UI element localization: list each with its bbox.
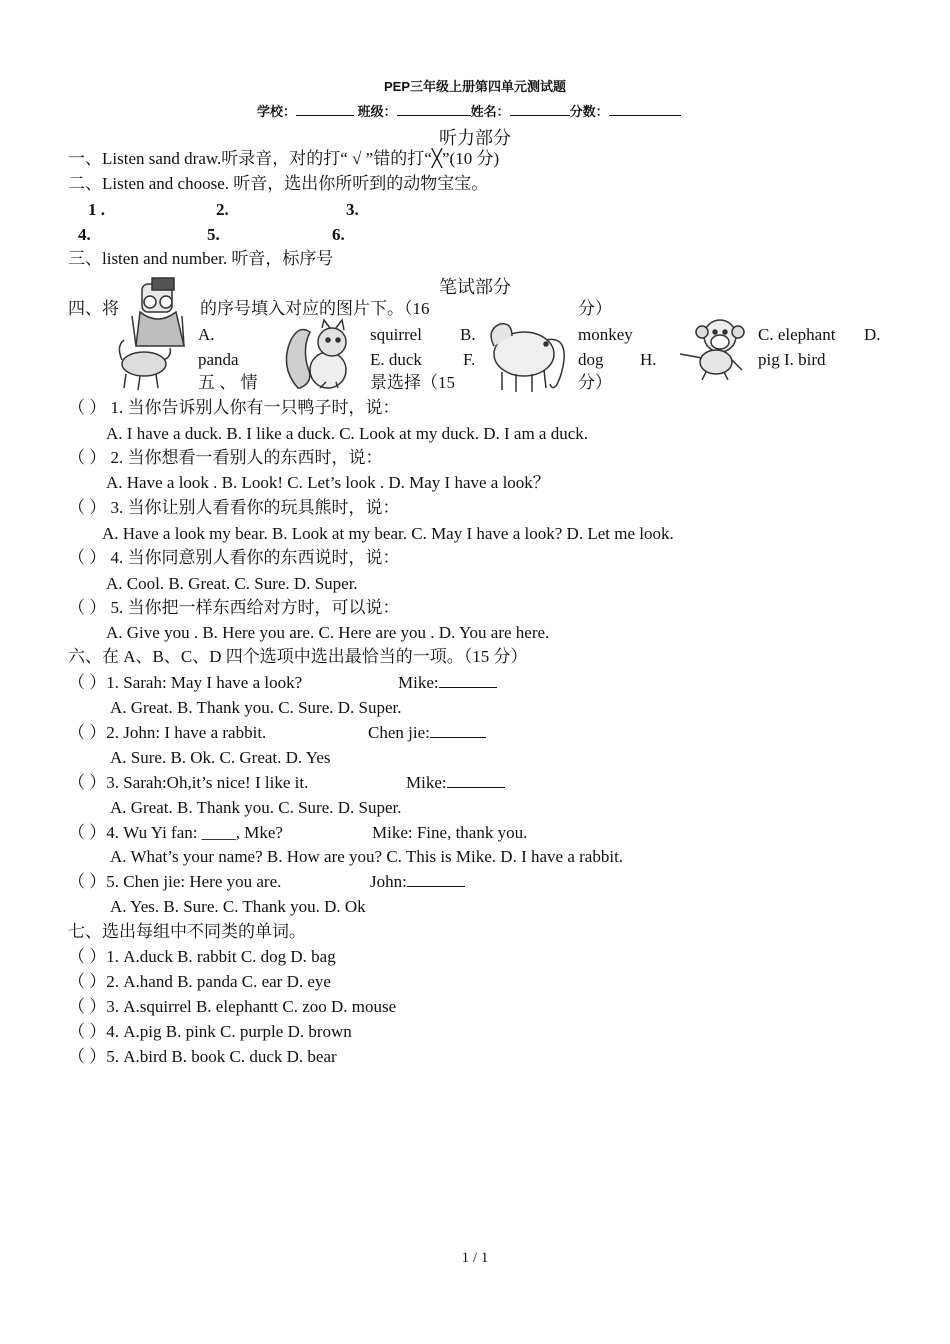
squirrel-picture <box>280 318 360 392</box>
q6-item-options: A. What’s your name? B. How are you? C. This is Mike. D. I have a rabbit. <box>110 847 624 866</box>
monkey-picture <box>676 314 748 380</box>
q6-item-options: A. Great. B. Thank you. C. Sure. D. Super. <box>110 798 402 817</box>
q7-item: （ ）5. A.bird B. book C. duck D. bear <box>68 1047 337 1066</box>
info-line <box>257 101 681 120</box>
q4-word: D. <box>864 325 881 344</box>
q7-item: （ ）3. A.squirrel B. elephantt C. zoo D. mouse <box>68 997 397 1016</box>
q5-text-a: 五 、 情 <box>198 373 258 392</box>
exam-title: PEP三年级上册第四单元测试题 <box>383 79 566 94</box>
answer-blank[interactable] <box>439 673 497 688</box>
writing-heading: 笔试部分 <box>439 277 511 297</box>
q5-item-options: A. I have a duck. B. I like a duck. C. Look at my duck. D. I am a duck. <box>106 424 589 443</box>
q2-num-5: 5. <box>207 225 220 244</box>
q2-num-2: 2. <box>216 200 229 219</box>
q4-text-a: 四、将 <box>68 299 119 318</box>
q4-word: B. <box>460 325 476 344</box>
q5-item-options: A. Have a look my bear. B. Look at my bear. C. May I have a look? D. Let me look. <box>102 524 674 543</box>
q4-text-b: 的序号填入对应的图片下。（16 <box>200 299 430 318</box>
q2-text: 二、Listen and choose. 听音，选出你所听到的动物宝宝。 <box>68 174 489 193</box>
q4-word: squirrel <box>370 325 422 344</box>
q6-item-answer: Mike: <box>406 773 505 793</box>
school-blank[interactable] <box>296 101 354 116</box>
q5-item-options: A. Cool. B. Great. C. Sure. D. Super. <box>106 574 358 593</box>
q5-item-question: （ ） 4. 当你同意别人看你的东西说时，说： <box>68 548 400 567</box>
q6-item-options: A. Yes. B. Sure. C. Thank you. D. Ok <box>110 897 366 916</box>
q6-item-question: （ ）5. Chen jie: Here you are. <box>68 872 282 891</box>
q6-text: 六、在 A、B、C、D 四个选项中选出最恰当的一项。（15 分） <box>68 647 528 666</box>
q7-item: （ ）2. A.hand B. panda C. ear D. eye <box>68 972 331 991</box>
page-number: 1 / 1 <box>461 1250 489 1266</box>
answer-blank[interactable] <box>430 723 486 738</box>
q2-num-1: 1 . <box>88 200 105 219</box>
name-blank[interactable] <box>510 101 570 116</box>
answer-blank[interactable] <box>447 773 505 788</box>
q4-word: H. <box>640 350 657 369</box>
q5-item-options: A. Give you . B. Here you are. C. Here are you . D. You are here. <box>106 623 550 642</box>
q6-item-question: （ ）3. Sarah:Oh,it’s nice! I like it. <box>68 773 309 792</box>
score-label: 分数： <box>569 104 609 119</box>
q6-item-answer: Mike: <box>398 673 497 693</box>
name-label: 姓名： <box>470 104 510 119</box>
q2-num-3: 3. <box>346 200 359 219</box>
q6-item-question: （ ）1. Sarah: May I have a look? <box>68 673 303 692</box>
q4-word: monkey <box>578 325 633 344</box>
score-blank[interactable] <box>609 101 681 116</box>
q6-item-question: （ ）2. John: I have a rabbit. <box>68 723 267 742</box>
q5-item-question: （ ） 3. 当你让别人看看你的玩具熊时，说： <box>68 498 400 517</box>
q4-text-c: 分） <box>578 299 612 318</box>
q4-word: A. <box>198 325 215 344</box>
q6-item-answer: John: <box>370 872 465 892</box>
q2-num-6: 6. <box>332 225 345 244</box>
q6-item-answer: Mike: Fine, thank you. <box>372 823 528 842</box>
cartoon-boy-dog-picture <box>112 276 202 394</box>
q4-word: E. duck <box>370 350 422 369</box>
q7-item: （ ）4. A.pig B. pink C. purple D. brown <box>68 1022 352 1041</box>
q6-item-answer: Chen jie: <box>368 723 486 743</box>
q6-item-options: A. Sure. B. Ok. C. Great. D. Yes <box>110 748 331 767</box>
listening-heading: 听力部分 <box>439 128 511 148</box>
q5-item-question: （ ） 1. 当你告诉别人你有一只鸭子时，说： <box>68 398 400 417</box>
q6-item-question: （ ）4. Wu Yi fan: ____, Mke? <box>68 823 283 842</box>
elephant-picture <box>486 316 570 394</box>
q7-item: （ ）1. A.duck B. rabbit C. dog D. bag <box>68 947 336 966</box>
q4-word: pig I. bird <box>758 350 826 369</box>
q5-text-c: 分） <box>578 373 612 392</box>
q4-word: F. <box>463 350 476 369</box>
q4-word: dog <box>578 350 604 369</box>
q5-item-question: （ ） 2. 当你想看一看别人的东西时，说： <box>68 448 383 467</box>
q2-num-4: 4. <box>78 225 91 244</box>
q3-text: 三、listen and number. 听音，标序号 <box>68 249 334 268</box>
q5-text-b: 景选择（15 <box>370 373 455 392</box>
answer-blank[interactable] <box>407 872 465 887</box>
q4-word: C. elephant <box>758 325 836 344</box>
q1-text: 一、Listen sand draw.听录音，对的打“ √ ”错的打“╳”(10 分) <box>68 149 500 168</box>
class-label: 班级： <box>357 104 397 119</box>
q4-word: panda <box>198 350 239 369</box>
class-blank[interactable] <box>397 101 471 116</box>
q5-item-options: A. Have a look . B. Look! C. Let’s look . D. May I have a look？ <box>106 473 550 492</box>
q5-item-question: （ ） 5. 当你把一样东西给对方时，可以说： <box>68 598 400 617</box>
school-label: 学校： <box>257 104 297 119</box>
q6-item-options: A. Great. B. Thank you. C. Sure. D. Super. <box>110 698 402 717</box>
q7-text: 七、选出每组中不同类的单词。 <box>68 922 306 941</box>
